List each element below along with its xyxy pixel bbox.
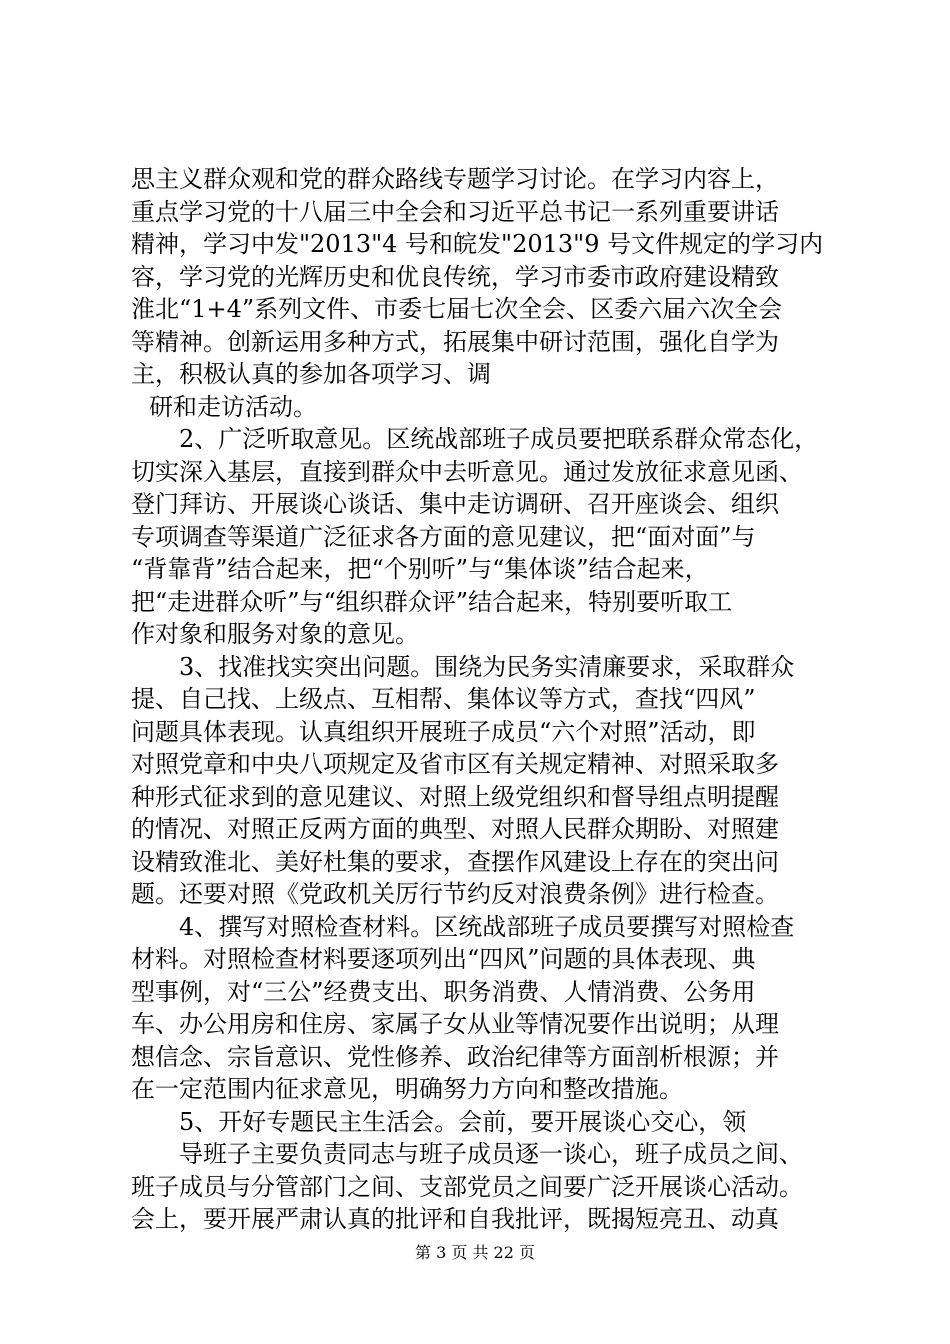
text-line: 登门拜访、开展谈心谈话、集中走访调研、召开座谈会、组织 <box>131 490 779 518</box>
paragraph-2-start: 2、广泛听取意见。区统战部班子成员要把联系群众常态化， <box>179 425 819 453</box>
text-line: 主，积极认真的参加各项学习、调 <box>131 360 491 388</box>
text-line: 研和走访活动。 <box>149 392 317 421</box>
text-line: 提、自己找、上级点、互相帮、集体议等方式，查找“四风” <box>131 685 756 713</box>
paragraph-3-start: 3、找准找实突出问题。围绕为民务实清廉要求，采取群众 <box>179 652 795 681</box>
text-line: 题。还要对照《党政机关厉行节约反对浪费条例》进行检查。 <box>131 880 779 908</box>
text-line: 材料。对照检查材料要逐项列出“四风”问题的具体表现、典 <box>131 945 756 973</box>
body-text <box>131 163 831 1236</box>
text-line: 问题具体表现。认真组织开展班子成员“六个对照”活动，即 <box>131 717 756 746</box>
text-line: 班子成员与分管部门之间、支部党员之间要广泛开展谈心活动。 <box>131 1172 803 1201</box>
text-line: 对照党章和中央八项规定及省市区有关规定精神、对照采取多 <box>131 750 779 778</box>
text-line: 导班子主要负责同志与班子成员逐一谈心，班子成员之间、 <box>179 1140 803 1168</box>
text-line: 作对象和服务对象的意见。 <box>131 620 419 648</box>
text-line: 等精神。创新运用多种方式，拓展集中研讨范围，强化自学为 <box>131 327 779 356</box>
text-line: 思主义群众观和党的群众路线专题学习讨论。在学习内容上， <box>131 165 779 193</box>
text-line: 在一定范围内征求意见，明确努力方向和整改措施。 <box>131 1075 683 1103</box>
text-line: 重点学习党的十八届三中全会和习近平总书记一系列重要讲话 <box>131 197 779 226</box>
page-number-footer: 第 3 页 共 22 页 <box>415 1243 535 1262</box>
text-line: 会上，要开展严肃认真的批评和自我批评，既揭短亮丑、动真 <box>131 1205 779 1233</box>
text-line: 淮北“1+4”系列文件、市委七届七次全会、区委六届六次全会 <box>131 295 783 323</box>
text-line: 专项调查等渠道广泛征求各方面的意见建议，把“面对面”与 <box>131 522 756 551</box>
text-line: 容，学习党的光辉历史和优良传统，学习市委市政府建设精致 <box>131 262 779 291</box>
paragraph-5-start: 5、开好专题民主生活会。会前，要开展谈心交心，领 <box>179 1107 747 1136</box>
text-line: 型事例，对“三公”经费支出、职务消费、人情消费、公务用 <box>131 977 756 1006</box>
text-line: 想信念、宗旨意识、党性修养、政治纪律等方面剖析根源；并 <box>131 1042 779 1071</box>
text-line: 设精致淮北、美好杜集的要求，查摆作风建设上存在的突出问 <box>131 847 779 876</box>
text-line: 种形式征求到的意见建议、对照上级党组织和督导组点明提醒 <box>131 782 779 811</box>
text-line: 车、办公用房和住房、家属子女从业等情况要作出说明；从理 <box>131 1010 779 1038</box>
text-line: 切实深入基层，直接到群众中去听意见。通过发放征求意见函、 <box>131 457 803 486</box>
text-line: 的情况、对照正反两方面的典型、对照人民群众期盼、对照建 <box>131 815 779 843</box>
text-line: 精神，学习中发"2013"4 号和皖发"2013"9 号文件规定的学习内 <box>131 230 824 258</box>
paragraph-4-start: 4、撰写对照检查材料。区统战部班子成员要撰写对照检查 <box>179 912 795 941</box>
text-line: “背靠背”结合起来，把“个别听”与“集体谈”结合起来， <box>131 555 709 583</box>
text-line: 把“走进群众听”与“组织群众评”结合起来，特别要听取工 <box>131 587 733 616</box>
